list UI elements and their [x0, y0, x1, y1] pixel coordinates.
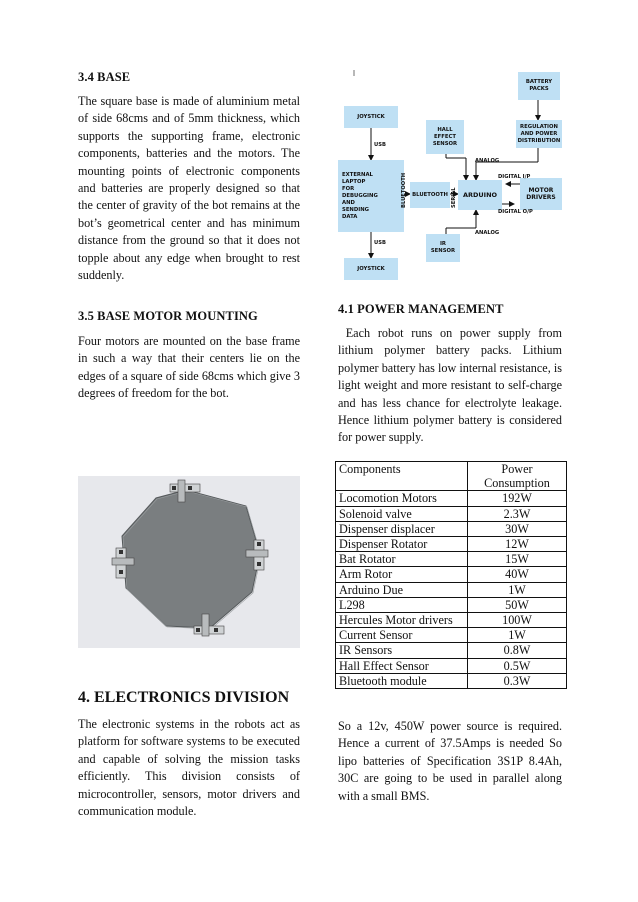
table-cell-component: Dispenser displacer: [336, 521, 468, 536]
table-header-components: Components: [336, 462, 468, 491]
table-row: [336, 491, 567, 506]
serial-label: SERIAL: [451, 187, 457, 208]
table-row: [336, 567, 567, 582]
table-row: [336, 628, 567, 643]
section-heading-base: 3.4 BASE: [78, 70, 131, 84]
table-cell-power: 30W: [468, 521, 567, 536]
table-cell-power: 1W: [468, 582, 567, 597]
section-heading-motor-mounting: 3.5 BASE MOTOR MOUNTING: [78, 309, 258, 323]
table-row: [336, 658, 567, 673]
table-row: [336, 521, 567, 536]
bluetooth-vertical-label: BLUETOOTH: [401, 172, 407, 208]
paragraph-conclusion: So a 12v, 450W power source is required. Hence a current of 37.5Amps is needed So lipo batteries of Specification 3S1P 8.4Ah, 30C are going to be used in parallel along with a small BMS.: [338, 719, 562, 803]
table-cell-power: 40W: [468, 567, 567, 582]
table-cell-power: 50W: [468, 597, 567, 612]
paragraph-power: Each robot runs on power supply from lithium polymer battery packs. Lithium polymer battery has low internal resistance, is light weight and more resistant to self-charge and has less chance for electrolyte leakage. Hence lithium polymer battery is considered for power supply.: [338, 326, 566, 445]
usb-label-top: USB: [374, 142, 386, 148]
power-consumption-table: [335, 461, 567, 689]
analog-label-top: ANALOG: [475, 158, 500, 164]
table-cell-component: Arduino Due: [336, 582, 468, 597]
table-cell-power: 0.5W: [468, 658, 567, 673]
usb-label-bottom: USB: [374, 240, 386, 246]
joystick-top-block: JOYSTICK: [344, 106, 398, 128]
table-row: [336, 673, 567, 688]
paragraph-motor-mounting: Four motors are mounted on the base frame in such a way that their centers lie on the edges of a square of side 68cms which give 3 degrees of freedom for the bot.: [78, 334, 300, 401]
table-cell-power: 100W: [468, 613, 567, 628]
table-header-row: [336, 462, 567, 491]
table-cell-component: Arm Rotor: [336, 567, 468, 582]
battery-packs-block: BATTERY PACKS: [518, 72, 560, 100]
table-cell-component: Hall Effect Sensor: [336, 658, 468, 673]
arduino-block: ARDUINO: [458, 180, 502, 210]
table-cell-component: Current Sensor: [336, 628, 468, 643]
table-row: [336, 613, 567, 628]
table-row: [336, 506, 567, 521]
table-cell-component: IR Sensors: [336, 643, 468, 658]
regulation-power-distribution-block: REGULATION AND POWER DISTRIBUTION: [516, 120, 562, 148]
digital-op-label: DIGITAL O/P: [498, 209, 533, 215]
table-cell-component: Bluetooth module: [336, 673, 468, 688]
table-cell-power: 0.3W: [468, 673, 567, 688]
analog-label-bottom: ANALOG: [475, 230, 500, 236]
table-cell-power: 15W: [468, 552, 567, 567]
table-cell-component: Bat Rotator: [336, 552, 468, 567]
base-frame-image: [78, 476, 300, 648]
electronics-block-diagram: [338, 62, 572, 282]
table-cell-power: 1W: [468, 628, 567, 643]
table-cell-power: 0.8W: [468, 643, 567, 658]
table-header-power: Power Consumption: [468, 462, 567, 491]
table-cell-component: Locomotion Motors: [336, 491, 468, 506]
joystick-bottom-block: JOYSTICK: [344, 258, 398, 280]
section-heading-electronics: 4. ELECTRONICS DIVISION: [78, 689, 290, 706]
ir-sensor-block: IR SENSOR: [426, 234, 460, 262]
paragraph-electronics: The electronic systems in the robots act as platform for software systems to be executed and capable of solving the mission tasks efficiently. This division consists of microcontroller, sensors, motor drivers and communication module.: [78, 717, 300, 819]
table-row: [336, 582, 567, 597]
paragraph-base: The square base is made of aluminium metal of side 68cms and of 5mm thickness, which supports the supporting frame, electronic components, batteries and the motors. The mounting points of electronic components and batteries are properly designed so that the center of gravity of the bot remains at the bot’s geometrical center and has minimum distance from the ground so that it does not topple about any edge when brought to rest suddenly.: [78, 94, 300, 283]
table-row: [336, 597, 567, 612]
external-laptop-block: EXTERNAL LAPTOP FOR DEBUGGING AND SENDING DATA: [338, 160, 404, 232]
table-row: [336, 537, 567, 552]
table-cell-component: Dispenser Rotator: [336, 537, 468, 552]
section-heading-power: 4.1 POWER MANAGEMENT: [338, 302, 504, 316]
bluetooth-block: BLUETOOTH: [410, 182, 450, 208]
table-cell-power: 192W: [468, 491, 567, 506]
table-cell-power: 12W: [468, 537, 567, 552]
digital-ip-label: DIGITAL I/P: [498, 174, 531, 180]
table-cell-component: Solenoid valve: [336, 506, 468, 521]
table-row: [336, 643, 567, 658]
hall-effect-sensor-block: HALL EFFECT SENSOR: [426, 120, 464, 154]
table-row: [336, 552, 567, 567]
motor-drivers-block: MOTOR DRIVERS: [520, 178, 562, 210]
table-cell-component: L298: [336, 597, 468, 612]
table-cell-power: 2.3W: [468, 506, 567, 521]
table-cell-component: Hercules Motor drivers: [336, 613, 468, 628]
